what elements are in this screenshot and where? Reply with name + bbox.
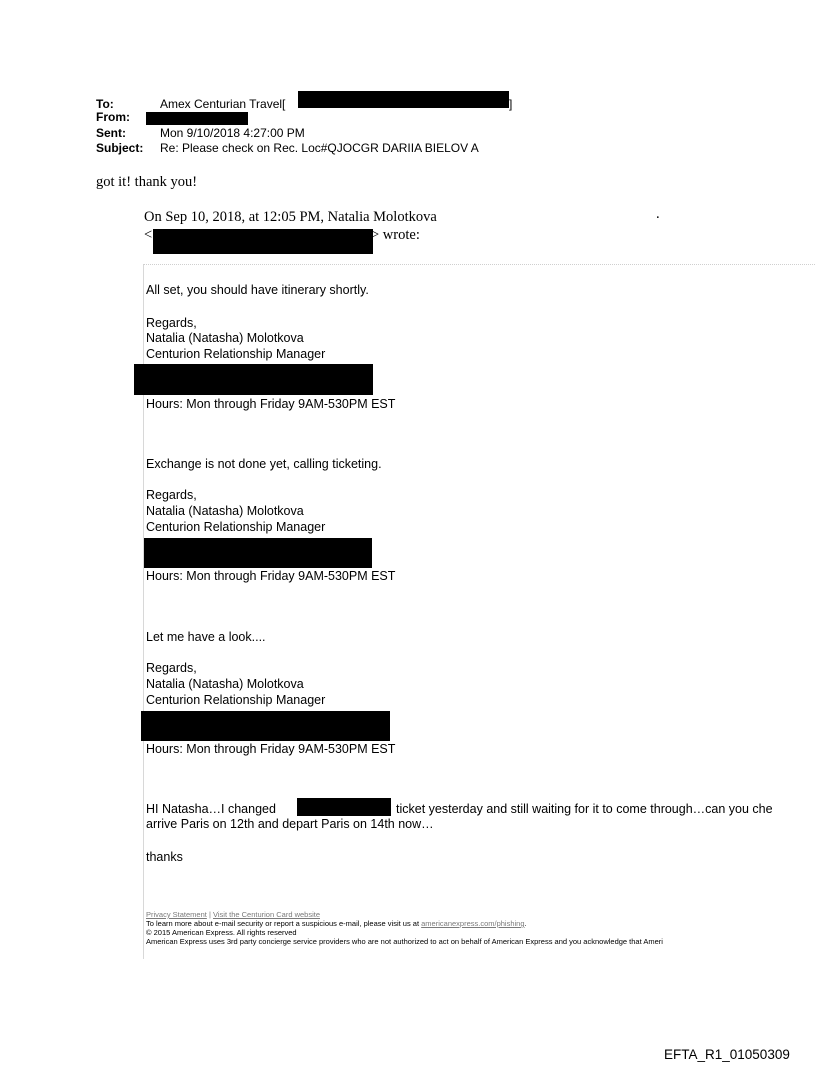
message-body: Exchange is not done yet, calling ticketing. [146, 457, 382, 471]
reply-text: got it! thank you! [96, 174, 198, 190]
regards-text: Regards, [146, 661, 197, 675]
footer-links-line [146, 910, 320, 919]
redaction-to [298, 91, 509, 108]
footer-copyright: © 2015 American Express. All rights reserved [146, 928, 297, 937]
sent-label: Sent: [96, 126, 126, 140]
centurion-website-link[interactable]: Visit the Centurion Card website [213, 910, 320, 919]
quote-email-close: > wrote: [371, 227, 420, 243]
footer-separator: | [208, 910, 211, 919]
to-label: To: [96, 97, 114, 111]
to-value: Amex Centurian Travel[ [160, 97, 286, 111]
footer-disclaimer: American Express uses 3rd party concierge service providers who are not authorized to act on behalf of American Express and you acknowledge that Ameri [146, 937, 663, 946]
message-body: Let me have a look.... [146, 630, 266, 644]
document-id: EFTA_R1_01050309 [664, 1047, 790, 1062]
from-label: From: [96, 110, 130, 124]
quote-attribution: On Sep 10, 2018, at 12:05 PM, Natalia Molotkova [144, 209, 437, 225]
message-body: All set, you should have itinerary shortly. [146, 283, 369, 297]
signature-name: Natalia (Natasha) Molotkova [146, 331, 304, 345]
original-thanks: thanks [146, 850, 183, 864]
regards-text: Regards, [146, 488, 197, 502]
redaction-email [153, 229, 373, 254]
hours-text: Hours: Mon through Friday 9AM-530PM EST [146, 397, 396, 411]
subject-value: Re: Please check on Rec. Loc#QJOCGR DARIIA BIELOV A [160, 141, 479, 155]
to-close: ] [509, 97, 513, 111]
phishing-link[interactable]: americanexpress.com/phishing [421, 919, 525, 928]
signature-name: Natalia (Natasha) Molotkova [146, 504, 304, 518]
redaction-name [297, 798, 391, 816]
signature-title: Centurion Relationship Manager [146, 520, 326, 534]
original-line-1a: HI Natasha…I changed [146, 802, 276, 816]
footer-period: . [524, 919, 527, 928]
regards-text: Regards, [146, 316, 197, 330]
hours-text: Hours: Mon through Friday 9AM-530PM EST [146, 742, 396, 756]
footer-learn-line [146, 919, 527, 928]
original-line-2: arrive Paris on 12th and depart Paris on 14th now… [146, 817, 434, 831]
subject-label: Subject: [96, 141, 144, 155]
privacy-statement-link[interactable]: Privacy Statement [146, 910, 207, 919]
quote-email-open: < [144, 227, 153, 243]
redaction-signature [144, 538, 372, 568]
redaction-signature [141, 711, 390, 741]
original-line-1b: ticket yesterday and still waiting for it to come through…can you che [396, 802, 773, 816]
stray-dot: . [656, 206, 660, 222]
signature-name: Natalia (Natasha) Molotkova [146, 677, 304, 691]
signature-title: Centurion Relationship Manager [146, 347, 326, 361]
sent-value: Mon 9/10/2018 4:27:00 PM [160, 126, 305, 140]
signature-title: Centurion Relationship Manager [146, 693, 326, 707]
redaction-from [146, 112, 248, 125]
hours-text: Hours: Mon through Friday 9AM-530PM EST [146, 569, 396, 583]
footer-learn-text: To learn more about e-mail security or report a suspicious e-mail, please visit us at [146, 919, 420, 928]
redaction-signature [134, 364, 373, 395]
